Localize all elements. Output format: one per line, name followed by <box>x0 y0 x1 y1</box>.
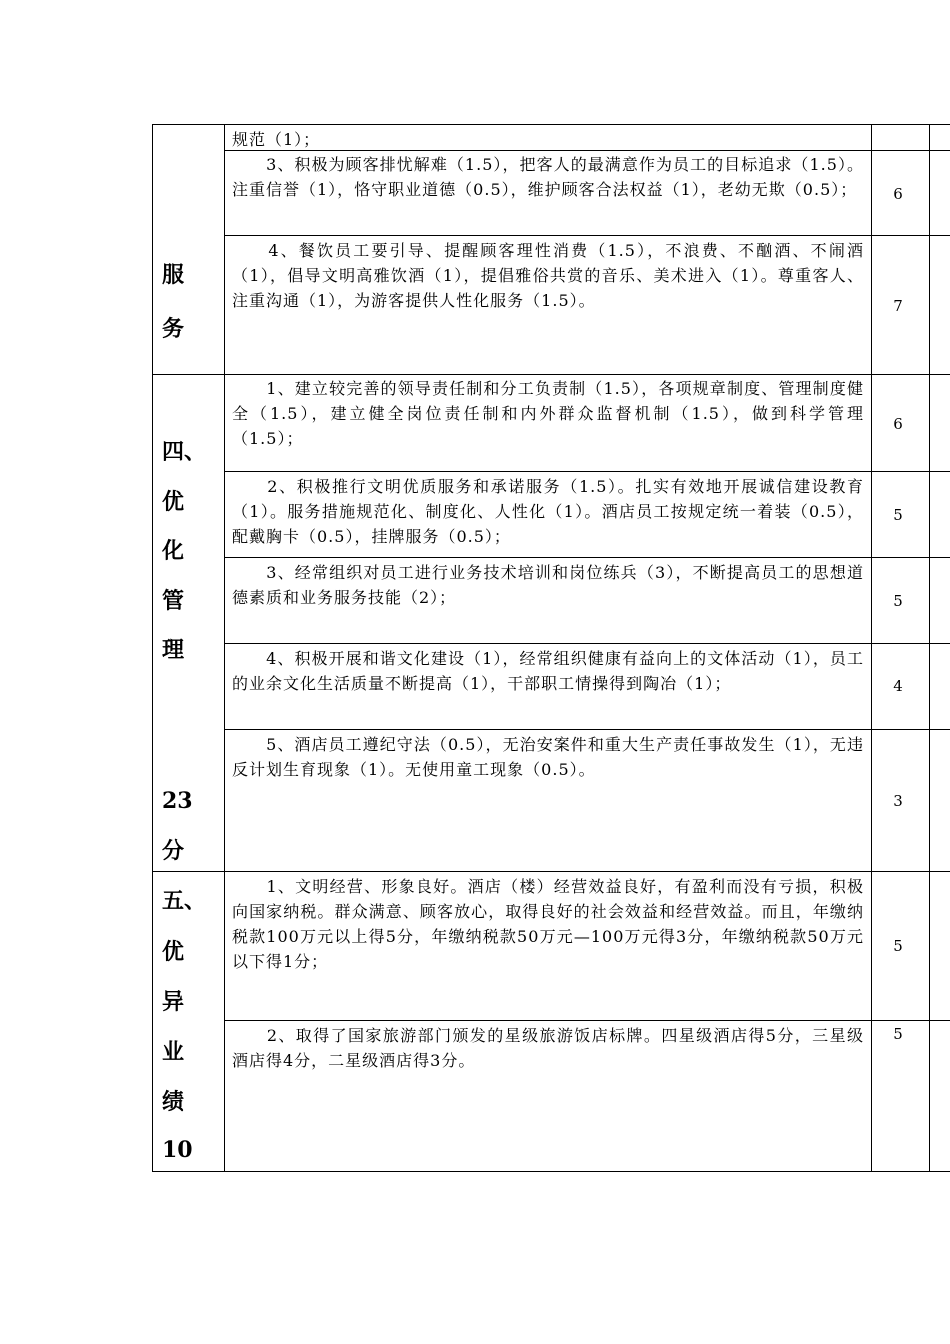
row-divider <box>152 374 950 375</box>
criteria-text: 5、酒店员工遵纪守法（0.5），无治安案件和重大生产责任事故发生（1），无违反计划生育现象（1）。无使用童工现象（0.5）。 <box>232 735 864 779</box>
row-divider <box>224 729 950 730</box>
criteria-text: 2、取得了国家旅游部门颁发的星级旅游饭店标牌。四星级酒店得5分，三星级酒店得4分，二星级酒店得3分。 <box>232 1026 864 1070</box>
criteria-text: 1、文明经营、形象良好。酒店（楼）经营效益良好，有盈利而没有亏损，积极向国家纳税。群众满意、顾客放心，取得良好的社会效益和经营效益。而且，年缴纳税款100万元以上得5分，年缴纳税款50万元—100万元得3分，年缴纳税款50万元以下得1分； <box>232 877 864 971</box>
column-divider <box>224 124 225 1172</box>
criteria-text: 4、积极开展和谐文化建设（1），经常组织健康有益向上的文体活动（1），员工的业余文化生活质量不断提高（1），干部职工情操得到陶冶（1）； <box>232 649 864 693</box>
table-border <box>152 124 153 1172</box>
category-label: 化 <box>162 538 185 564</box>
score-value: 5 <box>893 937 903 955</box>
category-service <box>155 250 221 370</box>
category-label: 异 <box>162 989 185 1015</box>
row-divider <box>224 235 950 236</box>
row-divider <box>224 643 950 644</box>
table-border <box>152 1171 950 1172</box>
score-value: 4 <box>893 677 903 695</box>
category-performance <box>155 871 221 1171</box>
category-label: 管 <box>162 588 185 614</box>
category-label: 务 <box>162 316 185 342</box>
category-label: 分 <box>162 838 185 864</box>
category-label: 服 <box>162 262 185 288</box>
category-label: 业 <box>162 1039 185 1065</box>
score-value: 7 <box>893 297 903 315</box>
category-label: 10 <box>162 1137 193 1163</box>
column-divider <box>929 124 930 1172</box>
score-value: 3 <box>893 792 903 810</box>
category-label: 23 <box>162 788 193 814</box>
row-divider <box>224 1020 950 1021</box>
category-label: 理 <box>162 637 185 663</box>
row-divider <box>224 471 950 472</box>
criteria-text: 3、经常组织对员工进行业务技术培训和岗位练兵（3），不断提高员工的思想道德素质和业务服务技能（2）； <box>232 563 864 607</box>
row-divider <box>152 871 950 872</box>
category-label: 五、 <box>162 888 207 914</box>
table-border <box>152 124 950 125</box>
score-value: 5 <box>893 592 903 610</box>
criteria-text: 3、积极为顾客排忧解难（1.5），把客人的最满意作为员工的目标追求（1.5）。注重信誉（1），恪守职业道德（0.5），维护顾客合法权益（1），老幼无欺（0.5）； <box>232 155 864 199</box>
row-divider <box>224 557 950 558</box>
criteria-text: 2、积极推行文明优质服务和承诺服务（1.5）。扎实有效地开展诚信建设教育（1）。服务措施规范化、制度化、人性化（1）。酒店员工按规定统一着装（0.5），配戴胸卡（0.5），挂牌服务（0.5）； <box>232 477 864 546</box>
score-value: 6 <box>893 415 903 433</box>
category-label: 绩 <box>162 1089 185 1115</box>
category-label: 优 <box>162 489 185 515</box>
criteria-text: 4、餐饮员工要引导、提醒顾客理性消费（1.5），不浪费、不酗酒、不闹酒（1），倡导文明高雅饮酒（1），提倡雅俗共赏的音乐、美术进入（1）。尊重客人、注重沟通（1），为游客提供人性化服务（1.5）。 <box>232 241 864 310</box>
criteria-text: 1、建立较完善的领导责任制和分工负责制（1.5），各项规章制度、管理制度健全（1.5），建立健全岗位责任制和内外群众监督机制（1.5），做到科学管理（1.5）； <box>232 379 864 448</box>
category-management <box>155 374 221 871</box>
score-value: 5 <box>893 1025 903 1043</box>
category-label: 四、 <box>162 439 207 465</box>
score-value: 5 <box>893 506 903 524</box>
column-divider <box>871 124 872 1172</box>
score-value: 6 <box>893 185 903 203</box>
criteria-text: 规范（1）； <box>232 130 321 149</box>
category-label: 优 <box>162 939 185 965</box>
